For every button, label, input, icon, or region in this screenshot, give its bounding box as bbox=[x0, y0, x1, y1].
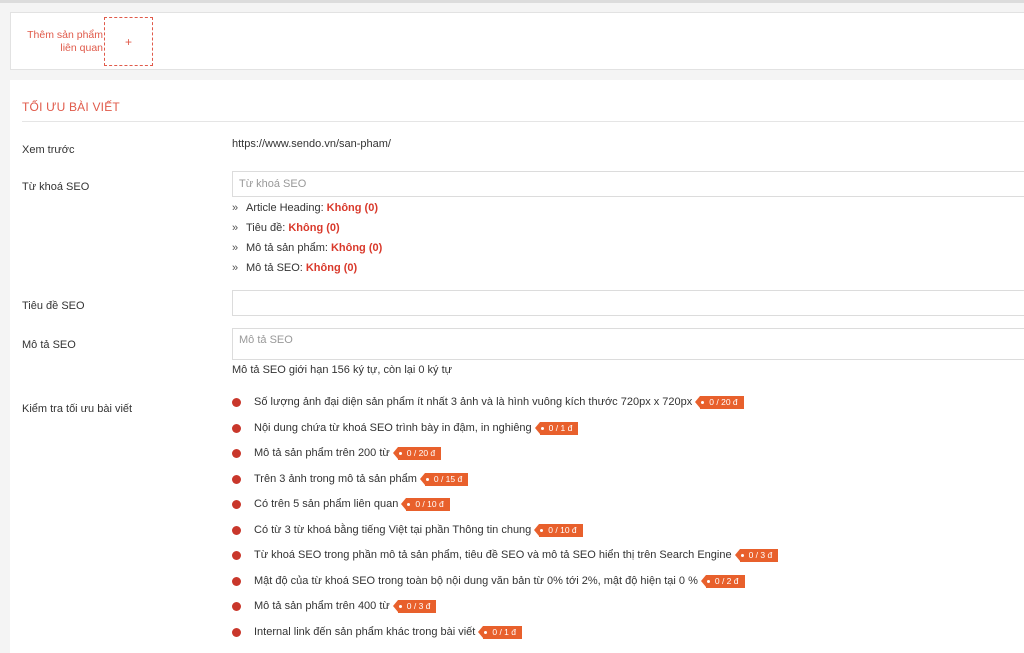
score-badge: 0 / 20 đ bbox=[398, 447, 441, 460]
status-dot-icon bbox=[232, 449, 241, 458]
optimization-check-item bbox=[232, 446, 778, 472]
optimization-check-item bbox=[232, 421, 778, 447]
check-text: Mô tả sản phẩm trên 400 từ bbox=[254, 600, 390, 612]
check-text: Số lượng ảnh đại diện sản phẩm ít nhất 3 ảnh và là hình vuông kích thước 720px x 720px bbox=[254, 396, 693, 408]
status-dot-icon bbox=[232, 577, 241, 586]
status-dot-icon bbox=[232, 526, 241, 535]
score-badge: 0 / 2 đ bbox=[706, 575, 745, 588]
double-chevron-right-icon: » bbox=[232, 202, 239, 214]
keyword-check-item bbox=[232, 201, 382, 221]
score-badge: 0 / 10 đ bbox=[539, 524, 582, 537]
double-chevron-right-icon: » bbox=[232, 242, 239, 254]
seo-keyword-input[interactable] bbox=[232, 171, 1024, 197]
seo-keyword-label: Từ khoá SEO bbox=[22, 181, 90, 193]
keyword-check-item bbox=[232, 241, 382, 261]
score-badge: 0 / 3 đ bbox=[398, 600, 437, 613]
optimization-check-item bbox=[232, 625, 778, 651]
optimization-check-item bbox=[232, 599, 778, 625]
optimization-check-item bbox=[232, 548, 778, 574]
status-dot-icon bbox=[232, 475, 241, 484]
section-divider bbox=[22, 121, 1024, 122]
check-text: Nội dung chứa từ khoá SEO trình bày in đậm, in nghiêng bbox=[254, 421, 532, 434]
keyword-check-list bbox=[232, 201, 382, 281]
optimization-check-item bbox=[232, 523, 778, 549]
check-text: Trên 3 ảnh trong mô tả sản phẩm bbox=[254, 472, 417, 485]
seo-description-label: Mô tả SEO bbox=[22, 339, 76, 351]
check-text: Mô tả sản phẩm trên 200 từ bbox=[254, 447, 390, 459]
double-chevron-right-icon: » bbox=[232, 222, 239, 234]
keyword-check-label: Mô tả SEO: bbox=[246, 262, 303, 274]
related-products-panel bbox=[10, 12, 1024, 70]
seo-optimization-panel bbox=[10, 80, 1024, 653]
keyword-check-item bbox=[232, 221, 382, 241]
keyword-check-item bbox=[232, 261, 382, 281]
preview-url: https://www.sendo.vn/san-pham/ bbox=[232, 138, 391, 150]
optimization-check-item bbox=[232, 574, 778, 600]
keyword-check-label: Article Heading: bbox=[246, 202, 324, 214]
seo-description-input[interactable] bbox=[232, 328, 1024, 360]
preview-label: Xem trước bbox=[22, 144, 75, 156]
double-chevron-right-icon: » bbox=[232, 262, 239, 274]
seo-title-input[interactable] bbox=[232, 290, 1024, 316]
score-badge: 0 / 20 đ bbox=[700, 396, 743, 409]
status-dot-icon bbox=[232, 398, 241, 407]
status-dot-icon bbox=[232, 551, 241, 560]
section-title: TỐI ƯU BÀI VIẾT bbox=[22, 100, 120, 114]
status-dot-icon bbox=[232, 602, 241, 611]
keyword-check-value: Không (0) bbox=[288, 222, 340, 234]
top-divider bbox=[0, 0, 1024, 3]
seo-description-hint: Mô tả SEO giới hạn 156 ký tự, còn lại 0 ký tự bbox=[232, 364, 453, 376]
status-dot-icon bbox=[232, 628, 241, 637]
optimization-checks-label: Kiểm tra tối ưu bài viết bbox=[22, 403, 133, 415]
keyword-check-value: Không (0) bbox=[330, 242, 383, 254]
keyword-check-value: Không (0) bbox=[326, 202, 378, 214]
score-badge: 0 / 1 đ bbox=[540, 422, 579, 435]
score-badge: 0 / 1 đ bbox=[483, 626, 522, 639]
check-text: Có trên 5 sản phẩm liên quan bbox=[254, 498, 399, 510]
score-badge: 0 / 3 đ bbox=[740, 549, 779, 562]
keyword-check-label: Tiêu đề: bbox=[246, 222, 286, 234]
keyword-check-label: Mô tả sản phẩm: bbox=[246, 242, 328, 254]
keyword-check-value: Không (0) bbox=[305, 262, 358, 274]
check-text: Internal link đến sản phẩm khác trong bài viết bbox=[254, 625, 476, 638]
status-dot-icon bbox=[232, 500, 241, 509]
optimization-check-item bbox=[232, 472, 778, 498]
seo-title-label: Tiêu đề SEO bbox=[22, 300, 85, 312]
optimization-check-item bbox=[232, 497, 778, 523]
score-badge: 0 / 10 đ bbox=[406, 498, 449, 511]
check-text: Có từ 3 từ khoá bằng tiếng Việt tại phần Thông tin chung bbox=[254, 523, 532, 536]
check-text: Mật độ của từ khoá SEO trong toàn bộ nội dung văn bản từ 0% tới 2%, mật độ hiện tại 0 % bbox=[254, 574, 698, 587]
check-text: Từ khoá SEO trong phần mô tả sản phẩm, tiêu đề SEO và mô tả SEO hiển thị trên Search Engine bbox=[254, 549, 732, 561]
related-products-label: Thêm sản phẩm liên quan bbox=[27, 29, 103, 54]
optimization-check-list bbox=[232, 395, 778, 650]
status-dot-icon bbox=[232, 424, 241, 433]
add-related-product-button[interactable]: + bbox=[104, 17, 153, 66]
optimization-check-item bbox=[232, 395, 778, 421]
score-badge: 0 / 15 đ bbox=[425, 473, 468, 486]
